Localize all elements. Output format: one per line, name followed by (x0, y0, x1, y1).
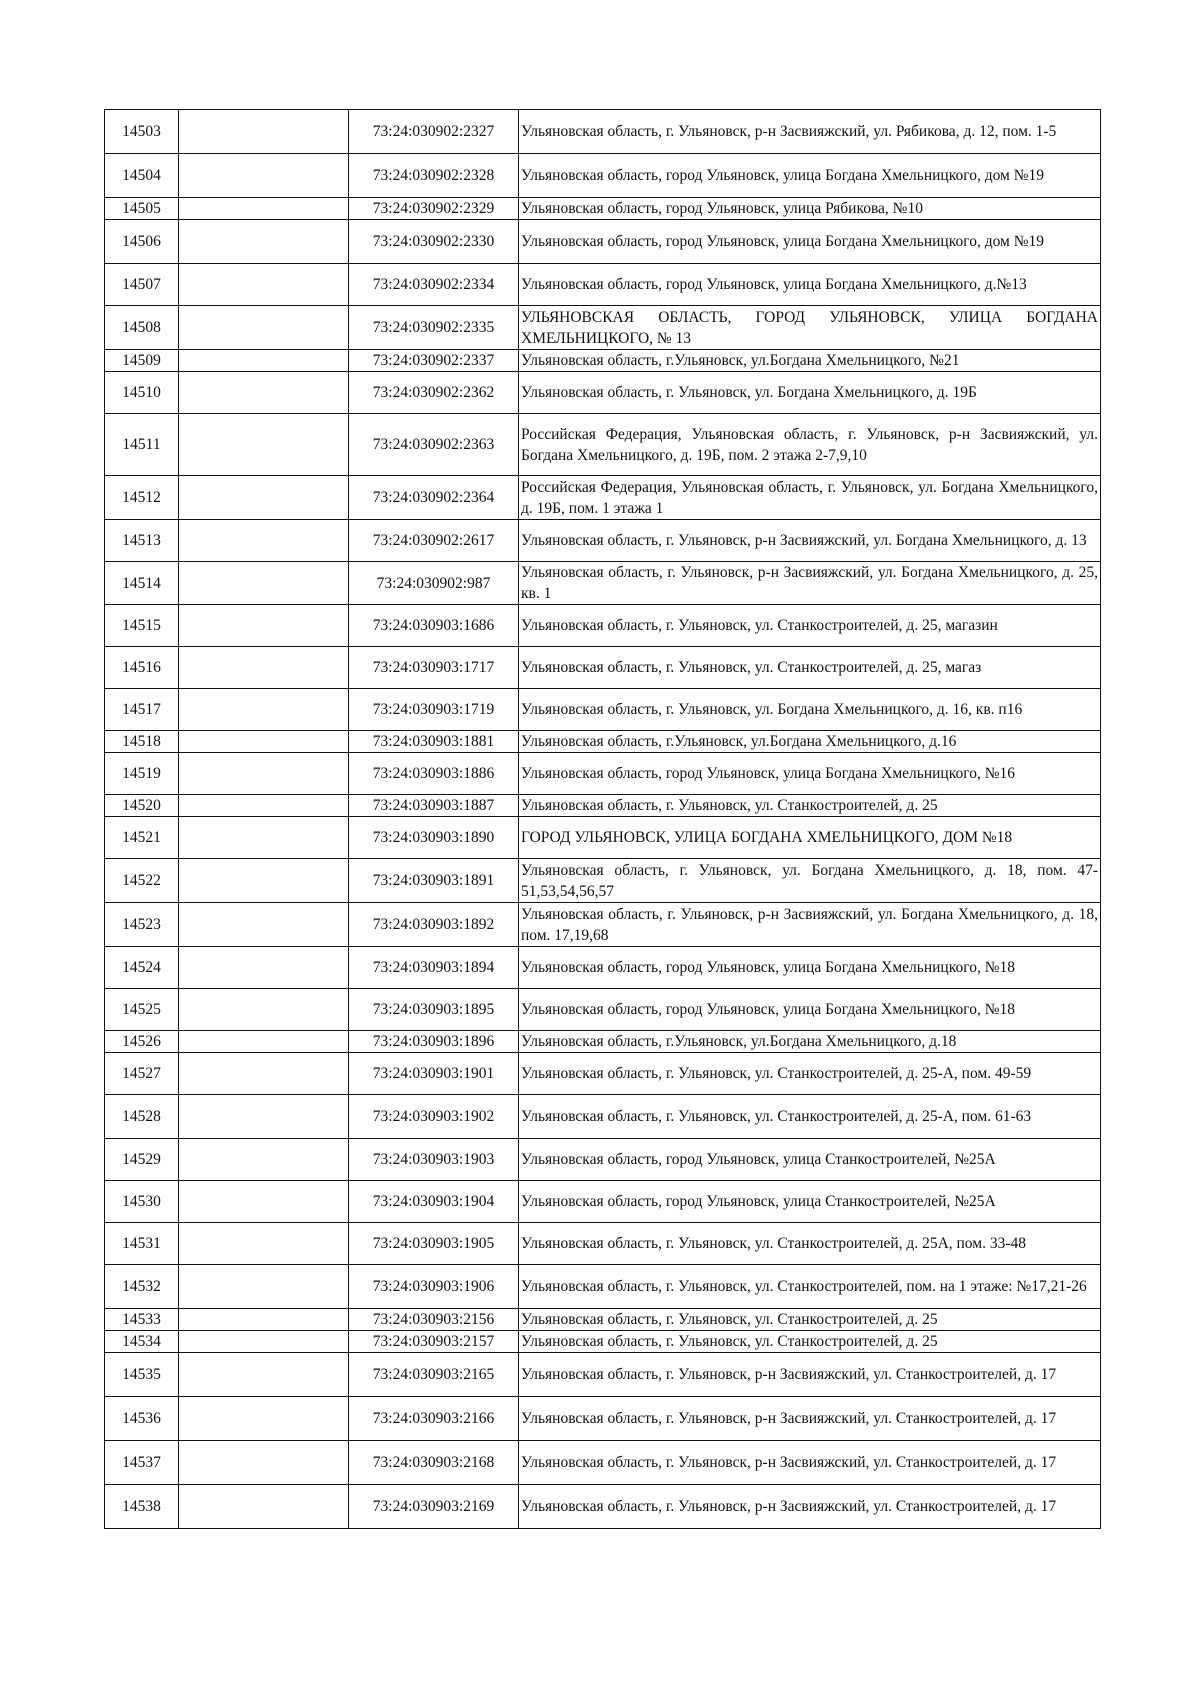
empty-cell (179, 753, 349, 795)
empty-cell (179, 1309, 349, 1331)
address-cell: Ульяновская область, г. Ульяновск, р-н Засвияжский, ул. Рябикова, д. 12, пом. 1-5 (519, 110, 1101, 154)
row-number-cell: 14533 (105, 1309, 179, 1331)
row-number-cell: 14531 (105, 1223, 179, 1265)
table-row (105, 1139, 1101, 1181)
cadastral-number-cell: 73:24:030902:2617 (349, 520, 519, 562)
cadastral-number-cell: 73:24:030903:1906 (349, 1265, 519, 1309)
cadastral-number-cell: 73:24:030902:2363 (349, 414, 519, 476)
empty-cell (179, 1139, 349, 1181)
table-row (105, 1441, 1101, 1485)
table-row (105, 989, 1101, 1031)
address-cell: Ульяновская область, г. Ульяновск, р-н Засвияжский, ул. Станкостроителей, д. 17 (519, 1441, 1101, 1485)
address-cell: Ульяновская область, г. Ульяновск, р-н Засвияжский, ул. Станкостроителей, д. 17 (519, 1397, 1101, 1441)
cadastral-number-cell: 73:24:030903:1904 (349, 1181, 519, 1223)
row-number-cell: 14535 (105, 1353, 179, 1397)
address-cell: Ульяновская область, г. Ульяновск, р-н Засвияжский, ул. Богдана Хмельницкого, д. 18, пом. 17,19,68 (519, 903, 1101, 947)
row-number-cell: 14506 (105, 220, 179, 264)
address-cell: Российская Федерация, Ульяновская область, г. Ульяновск, р-н Засвияжский, ул. Богдана Хмельницкого, д. 19Б, пом. 2 этажа 2-7,9,10 (519, 414, 1101, 476)
row-number-cell: 14530 (105, 1181, 179, 1223)
address-cell: Ульяновская область, г. Ульяновск, р-н Засвияжский, ул. Богдана Хмельницкого, д. 13 (519, 520, 1101, 562)
table-row (105, 1031, 1101, 1053)
row-number-cell: 14536 (105, 1397, 179, 1441)
address-cell: Российская Федерация, Ульяновская область, г. Ульяновск, ул. Богдана Хмельницкого, д. 19Б, пом. 1 этажа 1 (519, 476, 1101, 520)
cadastral-number-cell: 73:24:030903:1896 (349, 1031, 519, 1053)
row-number-cell: 14504 (105, 154, 179, 198)
cadastral-number-cell: 73:24:030903:1886 (349, 753, 519, 795)
row-number-cell: 14505 (105, 198, 179, 220)
empty-cell (179, 689, 349, 731)
row-number-cell: 14514 (105, 562, 179, 605)
empty-cell (179, 795, 349, 817)
empty-cell (179, 1441, 349, 1485)
row-number-cell: 14520 (105, 795, 179, 817)
empty-cell (179, 903, 349, 947)
table-row (105, 1181, 1101, 1223)
table-row (105, 1265, 1101, 1309)
empty-cell (179, 1095, 349, 1139)
cadastral-number-cell: 73:24:030903:2166 (349, 1397, 519, 1441)
cadastral-number-cell: 73:24:030902:987 (349, 562, 519, 605)
cadastral-number-cell: 73:24:030903:1881 (349, 731, 519, 753)
row-number-cell: 14508 (105, 306, 179, 350)
address-cell: Ульяновская область, город Ульяновск, улица Станкостроителей, №25А (519, 1181, 1101, 1223)
table-row (105, 1053, 1101, 1095)
table-row (105, 647, 1101, 689)
table-row (105, 562, 1101, 605)
cadastral-number-cell: 73:24:030902:2328 (349, 154, 519, 198)
empty-cell (179, 989, 349, 1031)
property-table (104, 109, 1101, 1529)
address-cell: Ульяновская область, город Ульяновск, улица Богдана Хмельницкого, №18 (519, 947, 1101, 989)
address-cell: Ульяновская область, город Ульяновск, улица Богдана Хмельницкого, №16 (519, 753, 1101, 795)
address-cell: Ульяновская область, г. Ульяновск, ул. Богдана Хмельницкого, д. 16, кв. п16 (519, 689, 1101, 731)
empty-cell (179, 647, 349, 689)
row-number-cell: 14538 (105, 1485, 179, 1529)
empty-cell (179, 1331, 349, 1353)
cadastral-number-cell: 73:24:030903:1890 (349, 817, 519, 859)
address-cell: УЛЬЯНОВСКАЯ ОБЛАСТЬ, ГОРОД УЛЬЯНОВСК, УЛИЦА БОГДАНА ХМЕЛЬНИЦКОГО, № 13 (519, 306, 1101, 350)
row-number-cell: 14509 (105, 350, 179, 372)
cadastral-number-cell: 73:24:030903:1902 (349, 1095, 519, 1139)
address-cell: Ульяновская область, г. Ульяновск, ул. Станкостроителей, д. 25, магаз (519, 647, 1101, 689)
address-cell: Ульяновская область, г. Ульяновск, ул. Станкостроителей, д. 25 (519, 1331, 1101, 1353)
cadastral-number-cell: 73:24:030903:1895 (349, 989, 519, 1031)
cadastral-number-cell: 73:24:030902:2327 (349, 110, 519, 154)
cadastral-number-cell: 73:24:030903:1894 (349, 947, 519, 989)
address-cell: Ульяновская область, город Ульяновск, улица Богдана Хмельницкого, №18 (519, 989, 1101, 1031)
cadastral-number-cell: 73:24:030902:2329 (349, 198, 519, 220)
address-cell: Ульяновская область, город Ульяновск, улица Богдана Хмельницкого, дом №19 (519, 154, 1101, 198)
table-row (105, 1397, 1101, 1441)
table-body (105, 110, 1101, 1529)
address-cell: Ульяновская область, г. Ульяновск, ул. Станкостроителей, д. 25А, пом. 33-48 (519, 1223, 1101, 1265)
row-number-cell: 14503 (105, 110, 179, 154)
empty-cell (179, 1353, 349, 1397)
table-row (105, 1331, 1101, 1353)
address-cell: ГОРОД УЛЬЯНОВСК, УЛИЦА БОГДАНА ХМЕЛЬНИЦКОГО, ДОМ №18 (519, 817, 1101, 859)
address-cell: Ульяновская область, г. Ульяновск, р-н Засвияжский, ул. Станкостроителей, д. 17 (519, 1485, 1101, 1529)
cadastral-number-cell: 73:24:030902:2330 (349, 220, 519, 264)
cadastral-number-cell: 73:24:030903:1903 (349, 1139, 519, 1181)
empty-cell (179, 1265, 349, 1309)
table-row (105, 817, 1101, 859)
table-row (105, 731, 1101, 753)
cadastral-number-cell: 73:24:030903:2157 (349, 1331, 519, 1353)
empty-cell (179, 220, 349, 264)
table-row (105, 903, 1101, 947)
empty-cell (179, 731, 349, 753)
empty-cell (179, 1181, 349, 1223)
cadastral-number-cell: 73:24:030903:1892 (349, 903, 519, 947)
table-row (105, 795, 1101, 817)
empty-cell (179, 1485, 349, 1529)
empty-cell (179, 350, 349, 372)
empty-cell (179, 1031, 349, 1053)
table-row (105, 605, 1101, 647)
table-row (105, 110, 1101, 154)
address-cell: Ульяновская область, г. Ульяновск, ул. Богдана Хмельницкого, д. 19Б (519, 372, 1101, 414)
row-number-cell: 14516 (105, 647, 179, 689)
row-number-cell: 14513 (105, 520, 179, 562)
address-cell: Ульяновская область, г.Ульяновск, ул.Богдана Хмельницкого, д.18 (519, 1031, 1101, 1053)
row-number-cell: 14517 (105, 689, 179, 731)
empty-cell (179, 520, 349, 562)
table-row (105, 1485, 1101, 1529)
table-row (105, 264, 1101, 306)
table-row (105, 520, 1101, 562)
cadastral-number-cell: 73:24:030903:1719 (349, 689, 519, 731)
table-row (105, 476, 1101, 520)
table-row (105, 198, 1101, 220)
address-cell: Ульяновская область, г. Ульяновск, р-н Засвияжский, ул. Богдана Хмельницкого, д. 25, кв. 1 (519, 562, 1101, 605)
row-number-cell: 14521 (105, 817, 179, 859)
cadastral-number-cell: 73:24:030903:2168 (349, 1441, 519, 1485)
cadastral-number-cell: 73:24:030902:2334 (349, 264, 519, 306)
cadastral-number-cell: 73:24:030902:2364 (349, 476, 519, 520)
cadastral-number-cell: 73:24:030903:1686 (349, 605, 519, 647)
empty-cell (179, 476, 349, 520)
row-number-cell: 14534 (105, 1331, 179, 1353)
address-cell: Ульяновская область, г. Ульяновск, ул. Станкостроителей, д. 25 (519, 1309, 1101, 1331)
row-number-cell: 14515 (105, 605, 179, 647)
row-number-cell: 14511 (105, 414, 179, 476)
cadastral-number-cell: 73:24:030903:1891 (349, 859, 519, 903)
address-cell: Ульяновская область, город Ульяновск, улица Богдана Хмельницкого, д.№13 (519, 264, 1101, 306)
table-row (105, 1309, 1101, 1331)
table-row (105, 1353, 1101, 1397)
table-row (105, 1095, 1101, 1139)
empty-cell (179, 372, 349, 414)
table-row (105, 306, 1101, 350)
table-row (105, 154, 1101, 198)
row-number-cell: 14510 (105, 372, 179, 414)
row-number-cell: 14528 (105, 1095, 179, 1139)
address-cell: Ульяновская область, г. Ульяновск, ул. Станкостроителей, д. 25 (519, 795, 1101, 817)
empty-cell (179, 110, 349, 154)
empty-cell (179, 198, 349, 220)
empty-cell (179, 1053, 349, 1095)
empty-cell (179, 306, 349, 350)
table-row (105, 1223, 1101, 1265)
cadastral-number-cell: 73:24:030903:1901 (349, 1053, 519, 1095)
table-row (105, 414, 1101, 476)
empty-cell (179, 1223, 349, 1265)
row-number-cell: 14523 (105, 903, 179, 947)
empty-cell (179, 1397, 349, 1441)
address-cell: Ульяновская область, г. Ульяновск, ул. Станкостроителей, д. 25, магазин (519, 605, 1101, 647)
table-row (105, 220, 1101, 264)
address-cell: Ульяновская область, г.Ульяновск, ул.Богдана Хмельницкого, №21 (519, 350, 1101, 372)
table-row (105, 947, 1101, 989)
row-number-cell: 14527 (105, 1053, 179, 1095)
empty-cell (179, 817, 349, 859)
row-number-cell: 14518 (105, 731, 179, 753)
row-number-cell: 14522 (105, 859, 179, 903)
table-row (105, 350, 1101, 372)
address-cell: Ульяновская область, город Ульяновск, улица Богдана Хмельницкого, дом №19 (519, 220, 1101, 264)
row-number-cell: 14529 (105, 1139, 179, 1181)
cadastral-number-cell: 73:24:030903:1887 (349, 795, 519, 817)
empty-cell (179, 947, 349, 989)
table-row (105, 372, 1101, 414)
cadastral-number-cell: 73:24:030902:2335 (349, 306, 519, 350)
cadastral-number-cell: 73:24:030902:2362 (349, 372, 519, 414)
empty-cell (179, 154, 349, 198)
row-number-cell: 14524 (105, 947, 179, 989)
cadastral-number-cell: 73:24:030903:2156 (349, 1309, 519, 1331)
row-number-cell: 14519 (105, 753, 179, 795)
address-cell: Ульяновская область, г. Ульяновск, ул. Станкостроителей, д. 25-А, пом. 49-59 (519, 1053, 1101, 1095)
empty-cell (179, 859, 349, 903)
cadastral-number-cell: 73:24:030903:2169 (349, 1485, 519, 1529)
cadastral-number-cell: 73:24:030903:1717 (349, 647, 519, 689)
address-cell: Ульяновская область, г. Ульяновск, ул. Станкостроителей, пом. на 1 этаже: №17,21-26 (519, 1265, 1101, 1309)
address-cell: Ульяновская область, г. Ульяновск, р-н Засвияжский, ул. Станкостроителей, д. 17 (519, 1353, 1101, 1397)
table-row (105, 859, 1101, 903)
table-row (105, 753, 1101, 795)
address-cell: Ульяновская область, город Ульяновск, улица Станкостроителей, №25А (519, 1139, 1101, 1181)
row-number-cell: 14507 (105, 264, 179, 306)
row-number-cell: 14537 (105, 1441, 179, 1485)
row-number-cell: 14532 (105, 1265, 179, 1309)
address-cell: Ульяновская область, г. Ульяновск, ул. Станкостроителей, д. 25-А, пом. 61-63 (519, 1095, 1101, 1139)
address-cell: Ульяновская область, город Ульяновск, улица Рябикова, №10 (519, 198, 1101, 220)
empty-cell (179, 562, 349, 605)
row-number-cell: 14512 (105, 476, 179, 520)
cadastral-number-cell: 73:24:030903:1905 (349, 1223, 519, 1265)
cadastral-number-cell: 73:24:030903:2165 (349, 1353, 519, 1397)
empty-cell (179, 264, 349, 306)
row-number-cell: 14526 (105, 1031, 179, 1053)
address-cell: Ульяновская область, г. Ульяновск, ул. Богдана Хмельницкого, д. 18, пом. 47-51,53,54,56,57 (519, 859, 1101, 903)
empty-cell (179, 605, 349, 647)
empty-cell (179, 414, 349, 476)
address-cell: Ульяновская область, г.Ульяновск, ул.Богдана Хмельницкого, д.16 (519, 731, 1101, 753)
row-number-cell: 14525 (105, 989, 179, 1031)
cadastral-number-cell: 73:24:030902:2337 (349, 350, 519, 372)
table-row (105, 689, 1101, 731)
